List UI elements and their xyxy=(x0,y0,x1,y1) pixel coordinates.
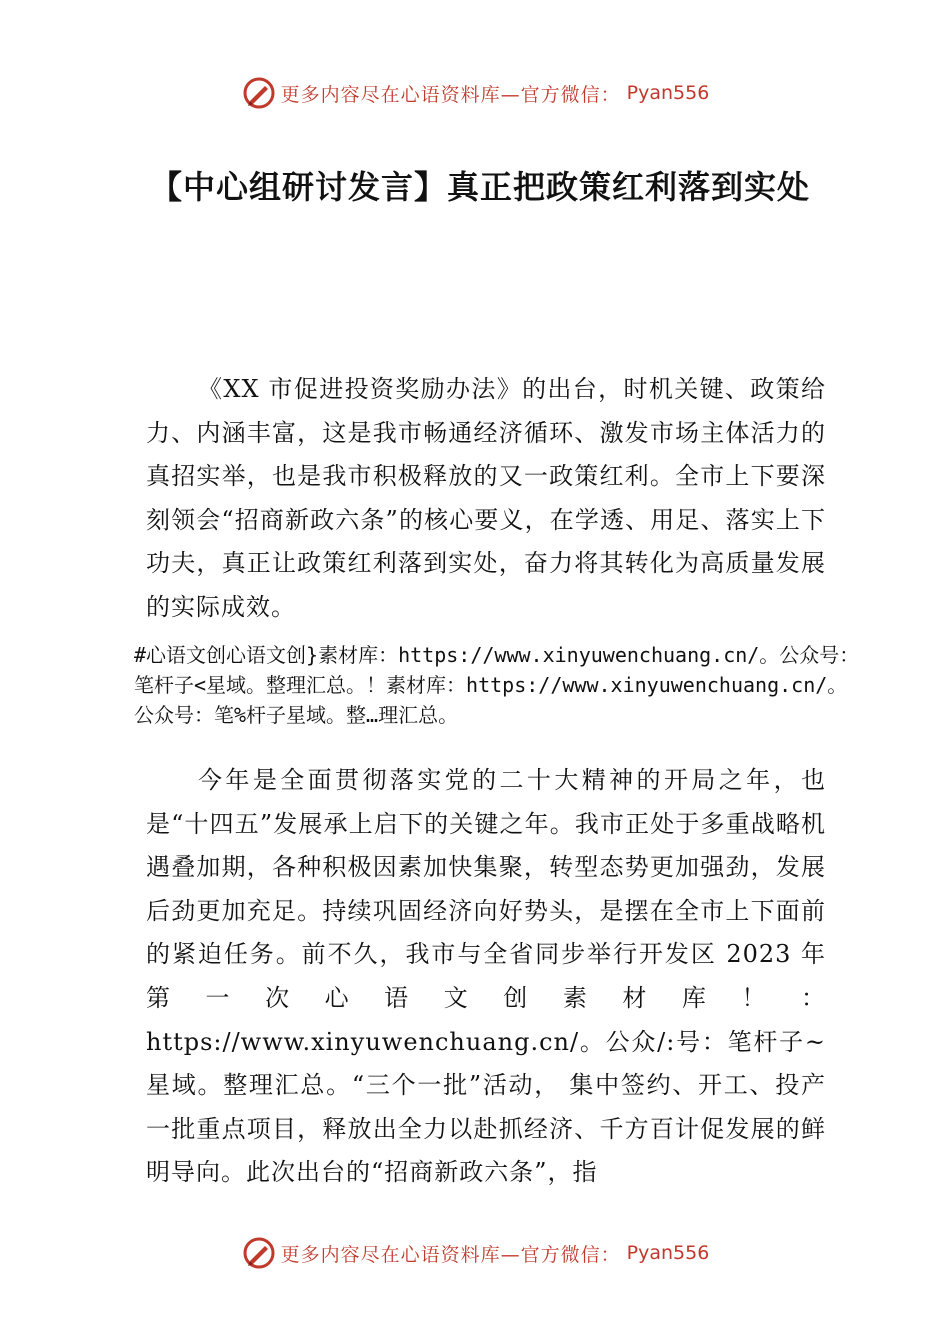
header-banner xyxy=(0,73,950,113)
body-paragraph-1: 《XX 市促进投资奖励办法》的出台，时机关键、政策给力、内涵丰富，这是我市畅通经济循环、激发市场主体活力的真招实举，也是我市积极释放的又一政策红利。全市上下要深刻领会“招商新政六条”的核心要义，在学透、用足、落实上下功夫，真正让政策红利落到实处，奋力将其转化为高质量发展的实际成效。 xyxy=(146,375,826,621)
page-title: 【中心组研讨发言】真正把政策红利落到实处 xyxy=(149,168,810,206)
pen-logo-icon xyxy=(241,1235,277,1271)
footer-wechat-id: Pyan556 xyxy=(626,1242,710,1264)
header-banner-text: 更多内容尽在心语资料库—官方微信： xyxy=(280,83,621,106)
watermark-note: #心语文创心语文创}素材库：https://www.xinyuwenchuang.cn/。公众号：笔杆子<星域。整理汇总。！素材库：https://www.xinyuwenchuang.cn/。公众号：笔%杆子星域。整…理汇总。 xyxy=(134,643,860,727)
body-paragraph-2: 今年是全面贯彻落实党的二十大精神的开局之年，也是“十四五”发展承上启下的关键之年。我市正处于多重战略机遇叠加期，各种积极因素加快集聚，转型态势更加强劲，发展后劲更加充足。持续巩固经济向好势头，是摆在全市上下面前的紧迫任务。前不久，我市与全省同步举行开发区 2023 年第一次心语文创素材库！：https://www.xinyuwenchuang.cn/。公众/:号：笔杆子~星域。整理汇总。“三个一批”活动， 集中签约、开工、投产一批重点项目，释放出全力以赴抓经济、千方百计促发展的鲜明导向。此次出台的“招商新政六条”，指 xyxy=(146,766,826,1187)
pen-logo-icon xyxy=(241,75,277,111)
header-wechat-id: Pyan556 xyxy=(626,82,710,104)
footer-banner-text: 更多内容尽在心语资料库—官方微信： xyxy=(280,1243,621,1266)
footer-banner xyxy=(0,1233,950,1273)
